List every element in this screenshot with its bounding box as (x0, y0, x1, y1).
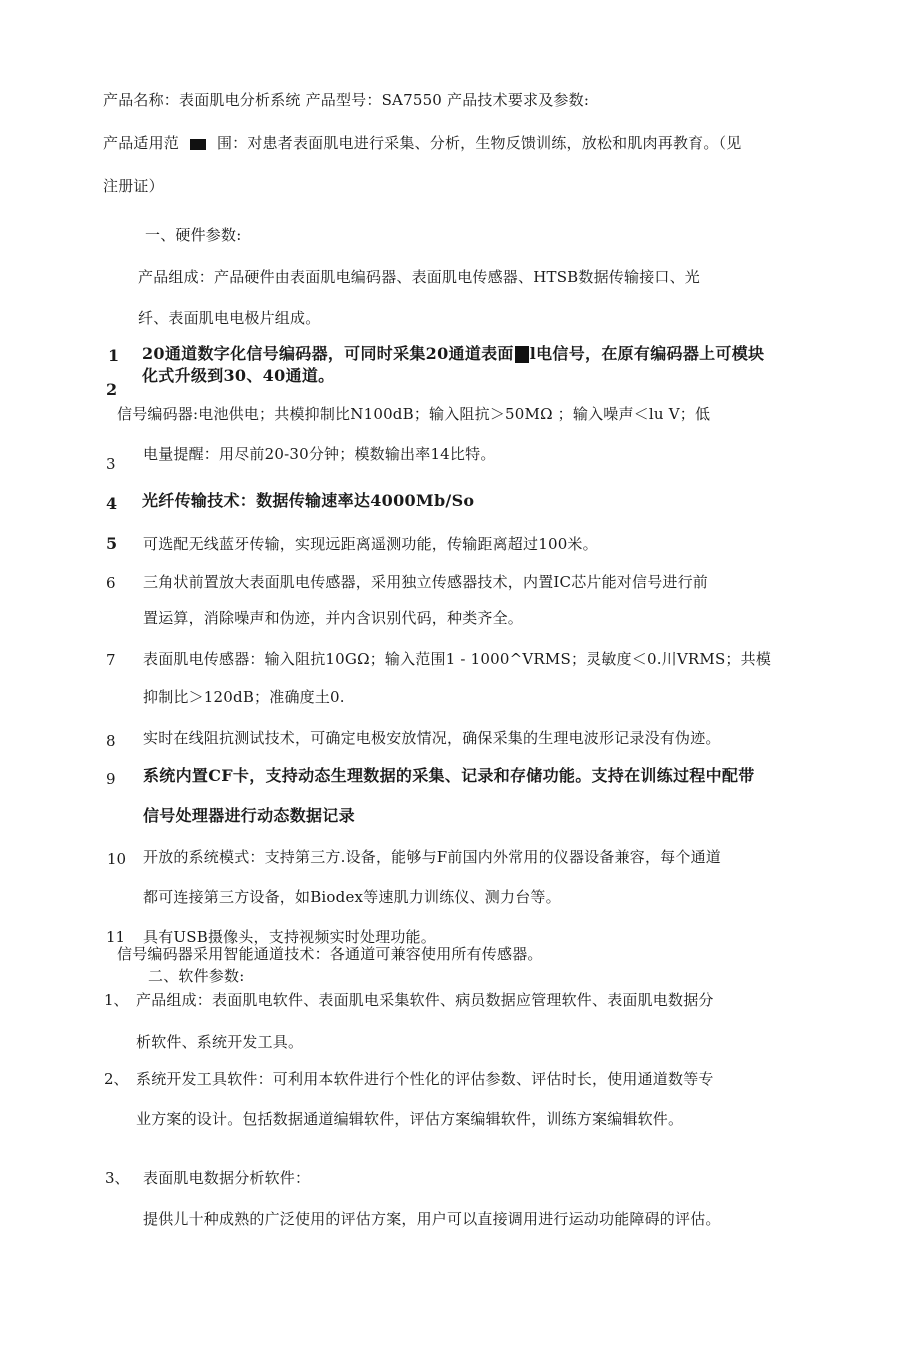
hw-item-number-11: 11 (106, 928, 126, 946)
hw-item-9-line2: 信号处理器进行动态数据记录 (143, 806, 355, 825)
hw-item-number-2: 2 (106, 380, 118, 399)
hw-item-7-line1: 表面肌电传感器：输入阻抗10GΩ；输入范围1 - 1000^VRMS；灵敏度＜0.川VRMS；共模 (143, 650, 772, 668)
hw-item-6-line1: 三角状前置放大表面肌电传感器，采用独立传感器技术，内置IC芯片能对信号进行前 (143, 573, 709, 591)
sw-item-number-3: 3、 (105, 1169, 130, 1187)
hw-item-1-text-b: l电信号，在原有编码器上可模块 (529, 344, 765, 363)
hw-item-number-5: 5 (106, 534, 118, 553)
hw-item-7-line2: 抑制比＞120dB；准确度土0. (143, 688, 345, 706)
hw-item-10-line2: 都可连接第三方设备，如Biodex等速肌力训练仪、测力台等。 (143, 888, 561, 906)
scope-text-b: 围：对患者表面肌电进行采集、分析，生物反馈训练，放松和肌肉再教育。（见 (216, 134, 742, 152)
hardware-section-title: 一、硬件参数: (145, 226, 242, 244)
hw-item-9-line1: 系统内置CF卡，支持动态生理数据的采集、记录和存储功能。支持在训练过程中配带 (143, 766, 755, 785)
hw-item-2-text: 信号编码器:电池供电；共模抑制比N100dB；输入阻抗＞50MΩ ；输入噪声＜lu V；低 (117, 405, 711, 423)
sw-item-2-line1: 系统开发工具软件：可利用本软件进行个性化的评估参数、评估时长，使用通道数等专 (136, 1070, 714, 1088)
hw-item-number-9: 9 (106, 770, 116, 788)
sw-item-1-line1: 产品组成：表面肌电软件、表面肌电采集软件、病员数据应管理软件、表面肌电数据分 (136, 991, 714, 1009)
product-scope-line (103, 133, 741, 153)
hw-item-number-8: 8 (106, 732, 116, 750)
hw-item-5-text: 可选配无线蓝牙传输，实现远距离遥测功能，传输距离超过100米。 (143, 535, 598, 553)
sw-item-1-line2: 析软件、系统开发工具。 (136, 1033, 304, 1051)
hw-item-8-text: 实时在线阻抗测试技术，可确定电极安放情况，确保采集的生理电波形记录没有伪迹。 (143, 729, 721, 747)
hw-item-number-6: 6 (106, 574, 116, 592)
scope-text-c: 注册证） (103, 177, 164, 195)
redaction-block (190, 139, 206, 150)
product-title-line: 产品名称：表面肌电分析系统 产品型号：SA7550 产品技术要求及参数: (103, 91, 590, 109)
hw-item-number-3: 3 (106, 455, 116, 473)
hw-item-number-10: 10 (107, 850, 127, 868)
hw-item-number-1: 1 (108, 346, 120, 365)
sw-item-number-2: 2、 (104, 1070, 129, 1088)
hw-item-4-text: 光纤传输技术：数据传输速率达4000Mb/So (142, 491, 475, 510)
hw-item-12-text: 信号编码器采用智能通道技术：各通道可兼容使用所有传感器。 (117, 945, 543, 963)
sw-item-3-line1: 表面肌电数据分析软件： (143, 1169, 311, 1187)
hw-item-10-line1: 开放的系统模式：支持第三方.设备，能够与F前国内外常用的仪器设备兼容，每个通道 (143, 848, 721, 866)
hw-item-1-line1 (142, 344, 764, 364)
sw-item-3-line2: 提供儿十种成熟的广泛使用的评估方案，用户可以直接调用进行运动功能障碍的评估。 (143, 1210, 721, 1228)
hw-item-1-line2: 化式升级到30、40通道。 (142, 366, 335, 385)
software-section-title: 二、软件参数: (148, 967, 245, 985)
redaction-block (515, 346, 529, 363)
hw-item-6-line2: 置运算，消除噪声和伪迹，并内含识别代码，种类齐全。 (143, 609, 524, 627)
hardware-composition-line1: 产品组成：产品硬件由表面肌电编码器、表面肌电传感器、HTSB数据传输接口、光 (138, 268, 700, 286)
sw-item-number-1: 1、 (104, 991, 129, 1009)
hw-item-3-text: 电量提醒：用尽前20-30分钟；模数输出率14比特。 (143, 445, 496, 463)
hw-item-number-4: 4 (106, 494, 118, 513)
hw-item-11-text: 具有USB摄像头，支持视频实时处理功能。 (143, 928, 436, 946)
hw-item-number-7: 7 (106, 651, 116, 669)
hardware-composition-line2: 纤、表面肌电电极片组成。 (138, 309, 321, 327)
scope-text-a: 产品适用范 (103, 134, 180, 152)
hw-item-1-text-a: 20通道数字化信号编码器，可同时采集20通道表面 (142, 344, 514, 363)
sw-item-2-line2: 业方案的设计。包括数据通道编辑软件，评估方案编辑软件，训练方案编辑软件。 (136, 1110, 684, 1128)
